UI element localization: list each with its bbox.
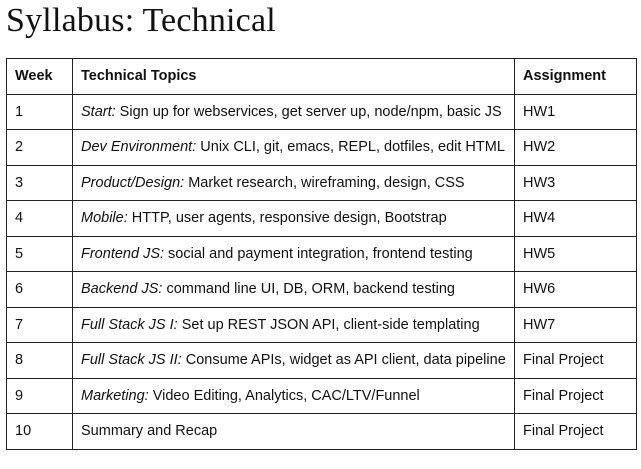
topic-text: HTTP, user agents, responsive design, Bootstrap — [127, 210, 447, 227]
table-row — [7, 414, 637, 450]
assignment-cell: HW6 — [515, 272, 637, 308]
topic-text: social and payment integration, frontend testing — [164, 245, 473, 262]
topic-label: Frontend JS: — [81, 245, 165, 262]
topic-cell — [73, 130, 515, 166]
topic-label: Dev Environment: — [81, 139, 197, 156]
topic-cell — [73, 94, 515, 130]
topic-text: Market research, wireframing, design, CSS — [184, 174, 465, 191]
table-row — [7, 236, 637, 272]
week-cell: 2 — [7, 130, 73, 166]
topic-label: Marketing: — [81, 387, 149, 404]
week-cell: 10 — [7, 414, 73, 450]
table-row — [7, 94, 637, 130]
assignment-cell: HW3 — [515, 165, 637, 201]
topic-cell — [73, 272, 515, 308]
topic-label: Full Stack JS I: — [81, 316, 178, 333]
table-row — [7, 343, 637, 379]
page-title: Syllabus: Technical — [6, 2, 276, 39]
topic-label: Mobile: — [81, 210, 128, 227]
assignment-cell: HW4 — [515, 201, 637, 237]
topic-label: Full Stack JS II: — [81, 352, 182, 369]
topic-label: Product/Design: — [81, 174, 185, 191]
week-cell: 9 — [7, 378, 73, 414]
topic-cell — [73, 378, 515, 414]
topic-cell — [73, 414, 515, 450]
assignment-cell: HW7 — [515, 307, 637, 343]
table-row — [7, 272, 637, 308]
assignment-cell: HW1 — [515, 94, 637, 130]
table-row — [7, 201, 637, 237]
topic-text: command line UI, DB, ORM, backend testing — [162, 281, 455, 298]
assignment-cell: HW2 — [515, 130, 637, 166]
table-row — [7, 130, 637, 166]
topic-text: Video Editing, Analytics, CAC/LTV/Funnel — [148, 387, 420, 404]
assignment-cell: HW5 — [515, 236, 637, 272]
topic-cell — [73, 236, 515, 272]
week-cell: 7 — [7, 307, 73, 343]
table-header-row — [7, 59, 637, 95]
syllabus-table — [6, 58, 637, 450]
table-row — [7, 307, 637, 343]
topic-text: Sign up for webservices, get server up, node/npm, basic JS — [115, 103, 502, 120]
topic-text: Set up REST JSON API, client-side templating — [177, 316, 480, 333]
topic-text: Unix CLI, git, emacs, REPL, dotfiles, edit HTML — [196, 139, 505, 156]
header-technical-topics: Technical Topics — [73, 59, 515, 95]
assignment-cell: Final Project — [515, 378, 637, 414]
header-assignment: Assignment — [515, 59, 637, 95]
header-week: Week — [7, 59, 73, 95]
topic-cell — [73, 201, 515, 237]
topic-cell — [73, 307, 515, 343]
assignment-cell: Final Project — [515, 414, 637, 450]
week-cell: 6 — [7, 272, 73, 308]
topic-label: Start: — [81, 103, 116, 120]
topic-cell — [73, 165, 515, 201]
week-cell: 1 — [7, 94, 73, 130]
table-row — [7, 378, 637, 414]
topic-label: Backend JS: — [81, 281, 163, 298]
topic-text: Consume APIs, widget as API client, data pipeline — [181, 352, 506, 369]
topic-cell — [73, 343, 515, 379]
week-cell: 5 — [7, 236, 73, 272]
week-cell: 8 — [7, 343, 73, 379]
assignment-cell: Final Project — [515, 343, 637, 379]
topic-text: Summary and Recap — [81, 423, 218, 440]
week-cell: 4 — [7, 201, 73, 237]
table-row — [7, 165, 637, 201]
week-cell: 3 — [7, 165, 73, 201]
